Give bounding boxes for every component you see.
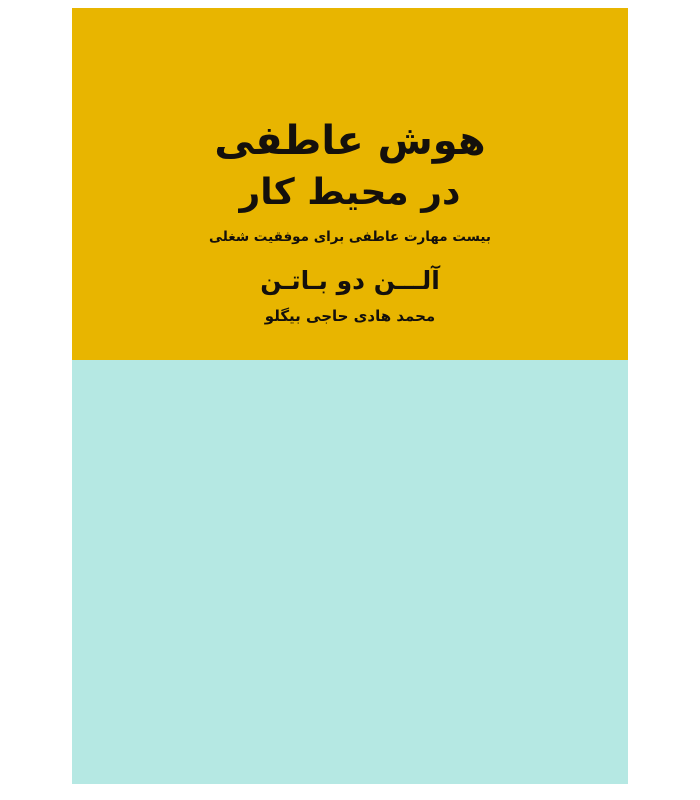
book-front-and-back	[72, 8, 628, 784]
title-block	[72, 116, 628, 245]
translator-name: محمد هادی حاجی بیگلو	[264, 307, 436, 325]
book-title-line-2: در محیط کار	[239, 172, 461, 213]
author-name: آلـــن دو بـاتـن	[260, 266, 440, 295]
cover-bottom-cyan-panel	[72, 360, 628, 784]
cover-top-yellow-panel	[72, 8, 628, 360]
author-block	[72, 266, 628, 325]
book-title-line-1: هوش عاطفی	[214, 118, 486, 164]
book-subtitle: بیست مهارت عاطفی برای موفقیت شغلی	[209, 228, 491, 245]
